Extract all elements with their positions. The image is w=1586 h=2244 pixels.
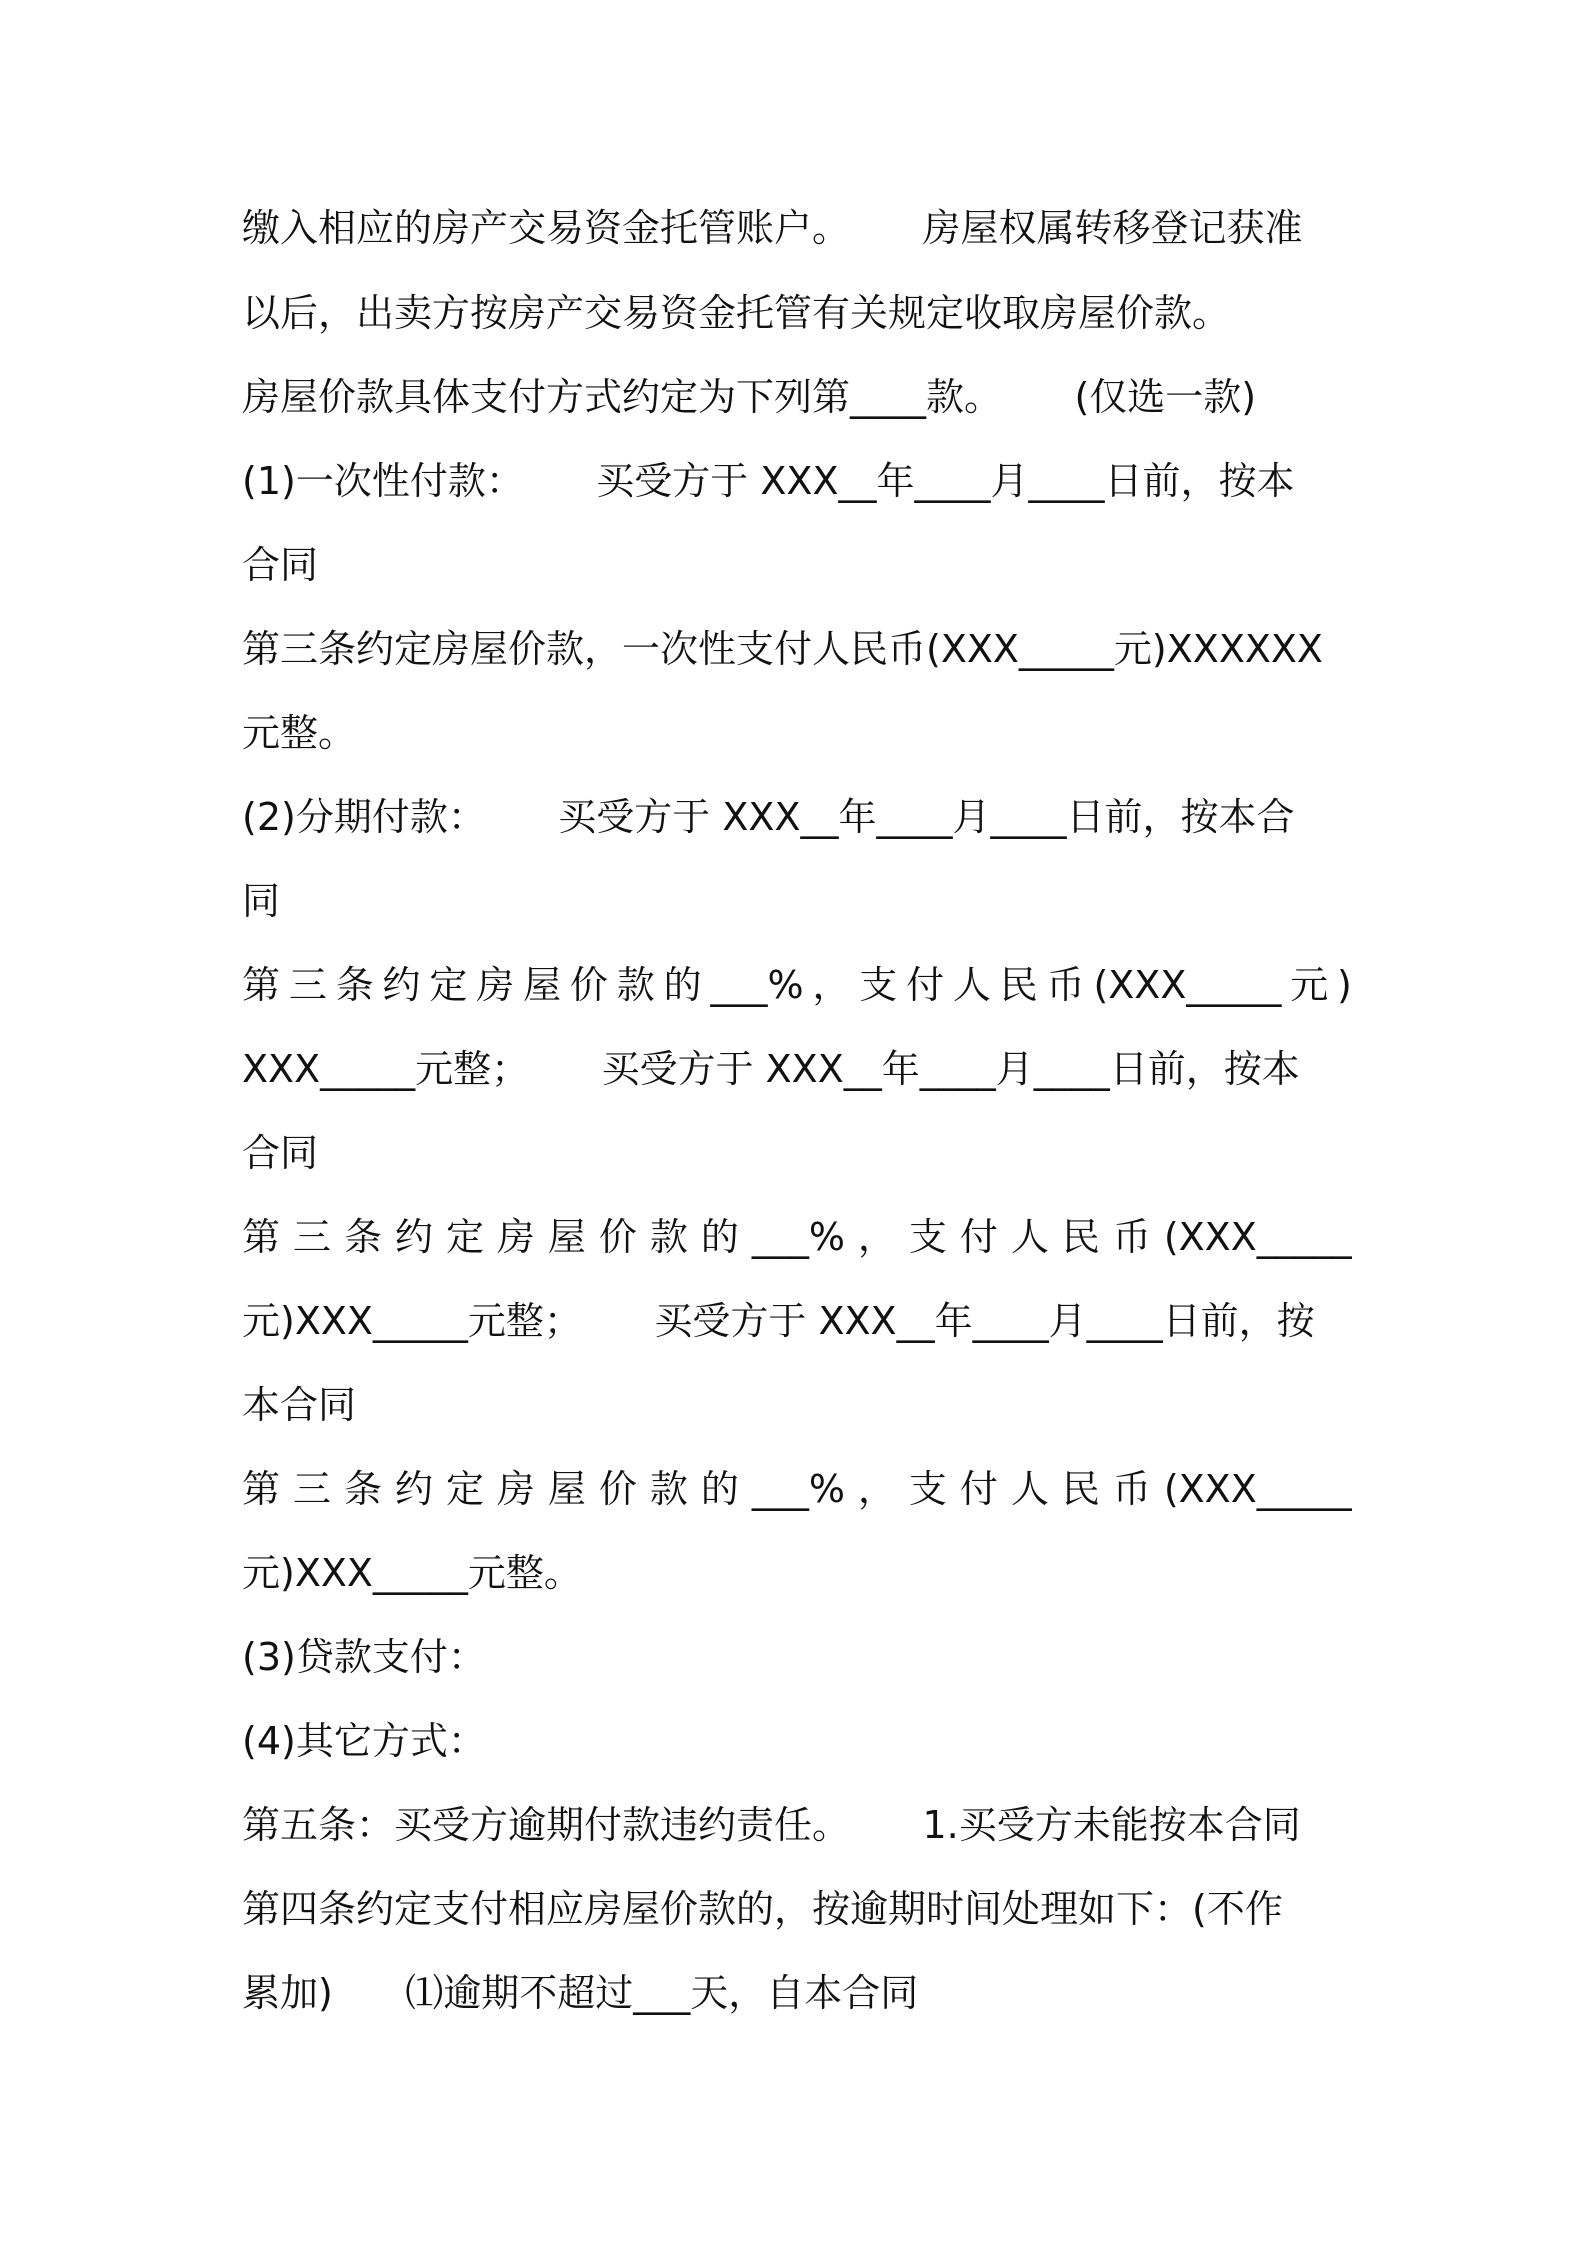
text-line: 同: [242, 879, 281, 923]
text-line: 第 三 条 约 定 房 屋 价 款 的 ___% ， 支 付 人 民 币 (XXX_____: [242, 1215, 1352, 1259]
text-line: (4)其它方式：: [242, 1719, 486, 1763]
text-line: 合同: [242, 1131, 319, 1175]
text-line: 元整。: [242, 711, 357, 755]
text-line: (2)分期付款： 买受方于 XXX__年____月____日前，按本合: [242, 795, 1295, 839]
text-line: 第四条约定支付相应房屋价款的，按逾期时间处理如下：(不作: [242, 1887, 1283, 1931]
text-line: 累加) ⑴逾期不超过___天，自本合同: [242, 1971, 919, 2015]
text-line: 元)XXX_____元整； 买受方于 XXX__年____月____日前，按: [242, 1299, 1315, 1343]
text-line: 本合同: [242, 1383, 357, 1427]
text-line: 房屋价款具体支付方式约定为下列第____款。 (仅选一款): [242, 375, 1257, 419]
text-line: 第三条约定房屋价款，一次性支付人民币(XXX_____元)XXXXXX: [242, 627, 1323, 671]
text-line: XXX_____元整； 买受方于 XXX__年____月____日前，按本: [242, 1047, 1300, 1091]
text-line: 合同: [242, 543, 319, 587]
text-line: (3)贷款支付：: [242, 1635, 486, 1679]
text-line: 第 三 条 约 定 房 屋 价 款 的 ___% ， 支 付 人 民 币 (XXX_____ 元 ): [242, 963, 1352, 1007]
text-line: 以后，出卖方按房产交易资金托管有关规定收取房屋价款。: [242, 291, 1231, 335]
text-line: 缴入相应的房产交易资金托管账户。 房屋权属转移登记获准: [242, 206, 1303, 250]
text-line: 元)XXX_____元整。: [242, 1551, 582, 1595]
text-line: (1)一次性付款： 买受方于 XXX__年____月____日前，按本: [242, 459, 1295, 503]
text-line: 第五条：买受方逾期付款违约责任。 1.买受方未能按本合同: [242, 1803, 1301, 1847]
text-line: 第 三 条 约 定 房 屋 价 款 的 ___% ， 支 付 人 民 币 (XXX_____: [242, 1467, 1352, 1511]
